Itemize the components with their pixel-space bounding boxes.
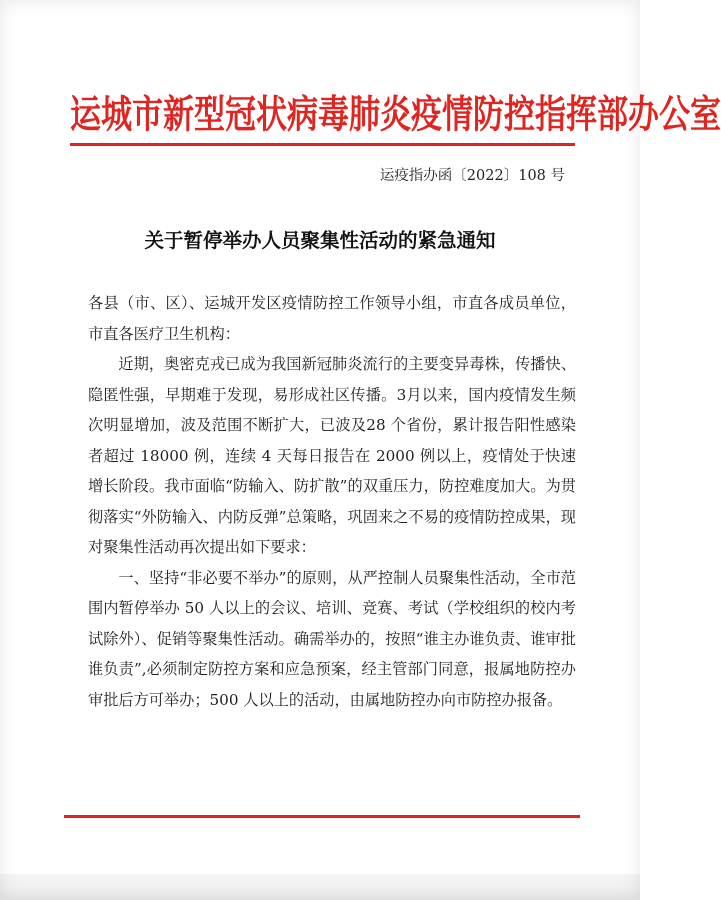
document-title: 关于暂停举办人员聚集性活动的紧急通知 [144, 229, 496, 252]
body-paragraph-background: 近期，奥密克戎已成为我国新冠肺炎流行的主要变异毒株，传播快、隐匿性强，早期难于发现，易形成社区传播。3月以来，国内疫情发生频次明显增加，波及范围不断扩大，已波及28 个省份，累计报告阳性感染者超过 18000 例，连续 4 天每日报告在 2000 例以上，疫情处于快速增长阶段。我市面临“防输入、防扩散”的双重压力，防控难度加大。为贯彻落实“外防输入、内防反弹”总策略，巩固来之不易的疫情防控成果，现对聚集性活动再次提出如下要求： [88, 355, 576, 556]
letterhead-red-rule [70, 143, 575, 146]
body-paragraph-requirement-1: 一、坚持“非必要不举办”的原则，从严控制人员聚集性活动，全市范围内暂停举办 50 人以上的会议、培训、竞赛、考试（学校组织的校内考试除外）、促销等聚集性活动。确需举办的，按照“谁主办谁负责、谁审批谁负责”,必须制定防控方案和应急预案，经主管部门同意，报属地防控办审批后方可举办；500 人以上的活动，由属地防控办向市防控办报备。 [88, 568, 576, 709]
document-number: 运疫指办函〔2022〕108 号 [379, 168, 565, 184]
document-body [88, 288, 576, 715]
page-bottom-edge [0, 874, 640, 900]
addressee-line: 各县（市、区）、运城开发区疫情防控工作领导小组，市直各成员单位，市直各医疗卫生机构： [88, 294, 576, 343]
letterhead-org-name: 运城市新型冠状病毒肺炎疫情防控指挥部办公室 [70, 92, 721, 138]
bottom-red-rule [64, 815, 580, 818]
